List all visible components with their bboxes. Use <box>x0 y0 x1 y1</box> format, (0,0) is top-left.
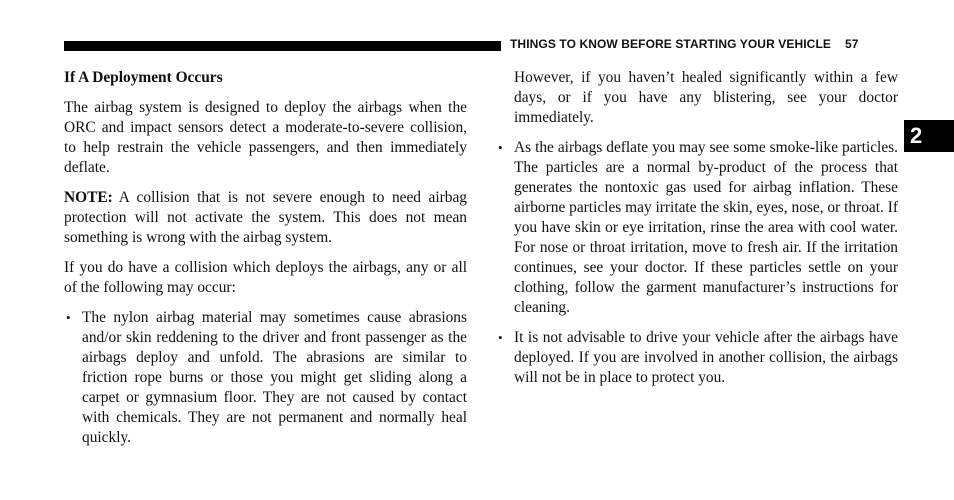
list-item <box>496 328 898 388</box>
note-text: A collision that is not severe enough to need airbag protection will not activate the system. This does not mean something is wrong with the airbag system. <box>64 189 467 246</box>
header-rule <box>64 41 501 51</box>
note-label: NOTE: <box>64 189 113 206</box>
running-header <box>510 37 859 51</box>
page-number: 57 <box>844 37 859 51</box>
header-title: THINGS TO KNOW BEFORE STARTING YOUR VEHICLE <box>510 37 831 51</box>
section-tab: 2 <box>904 120 954 152</box>
section-heading: If A Deployment Occurs <box>64 69 223 86</box>
continuation-paragraph: However, if you haven’t healed significantly within a few days, or if you have any blistering, see your doctor immediately. <box>514 69 898 126</box>
note-paragraph <box>64 188 467 248</box>
intro-paragraph: The airbag system is designed to deploy the airbags when the ORC and impact sensors detect a moderate-to-severe collision, to help restrain the vehicle passengers, and then immediately deflate. <box>64 99 467 176</box>
effects-list-continued <box>496 138 898 388</box>
bullet-glyph: • <box>498 140 503 155</box>
list-item <box>496 138 898 318</box>
bullet-text: As the airbags deflate you may see some smoke-like particles. The particles are a normal by-product of the process that generates the nontoxic gas used for airbag inflation. These airborne particles may irritate the skin, eyes, nose, or throat. If you have skin or eye irritation, rinse the area with cool water. For nose or throat irritation, move to fresh air. If the irritation continues, see your doctor. If these particles settle on your clothing, follow the garment manufacturer’s instructions for cleaning. <box>514 139 898 316</box>
bullet-glyph: • <box>66 310 71 325</box>
effects-paragraph: If you do have a collision which deploys the airbags, any or all of the following may occur: <box>64 259 467 296</box>
list-item <box>64 308 467 448</box>
left-column <box>64 68 467 458</box>
bullet-text: It is not advisable to drive your vehicle after the airbags have deployed. If you are involved in another collision, the airbags will not be in place to protect you. <box>514 329 898 386</box>
effects-list <box>64 308 467 448</box>
bullet-text: The nylon airbag material may sometimes cause abrasions and/or skin reddening to the driver and front passenger as the airbags deploy and unfold. The abrasions are similar to friction rope burns or those you might get sliding along a carpet or gymnasium floor. They are not caused by contact with chemicals. They are not permanent and normally heal quickly. <box>82 309 467 446</box>
right-column <box>496 68 898 398</box>
bullet-glyph: • <box>498 330 503 345</box>
